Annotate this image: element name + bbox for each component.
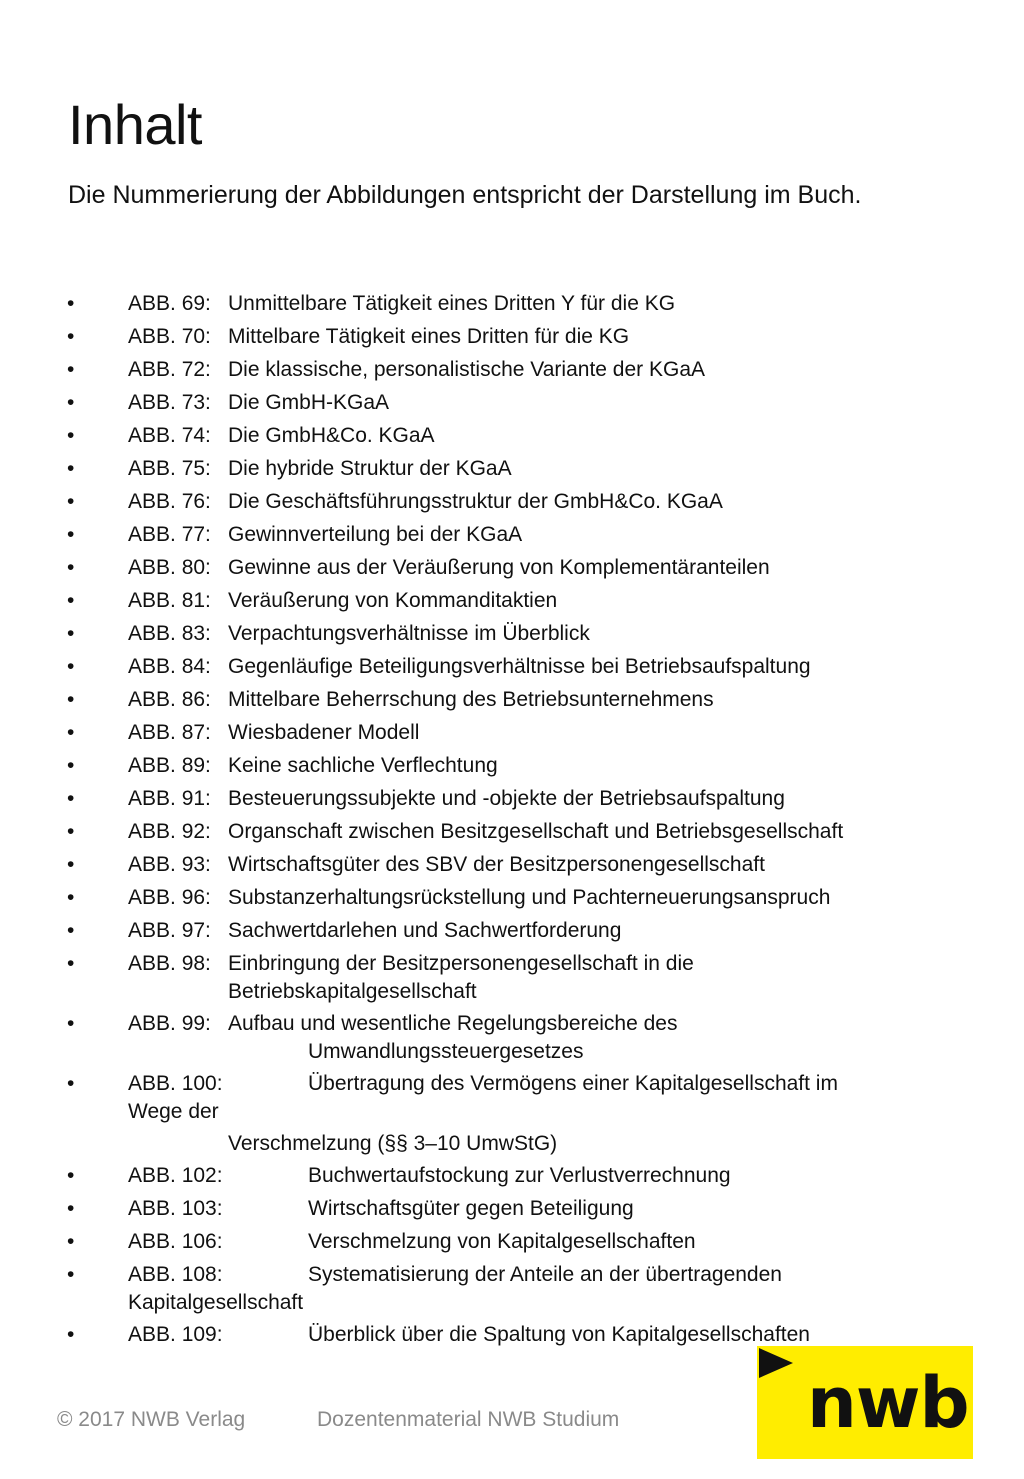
figure-title: Mittelbare Beherrschung des Betriebsunternehmens — [228, 688, 714, 711]
figure-title: Die Geschäftsführungsstruktur der GmbH&Co. KGaA — [228, 490, 723, 513]
figure-title: Besteuerungssubjekte und -objekte der Betriebsaufspaltung — [228, 787, 785, 810]
figure-title: Verschmelzung von Kapitalgesellschaften — [308, 1230, 696, 1253]
bullet: • — [67, 886, 75, 909]
figure-title: Die klassische, personalistische Variante der KGaA — [228, 358, 706, 381]
figure-label: ABB. 93: — [128, 853, 211, 876]
figure-title: Überblick über die Spaltung von Kapitalgesellschaften — [308, 1323, 810, 1346]
figure-title: Die GmbH-KGaA — [228, 391, 390, 414]
list-item — [0, 1195, 1024, 1223]
page-subtitle: Die Nummerierung der Abbildungen entspricht der Darstellung im Buch. — [68, 181, 862, 209]
list-item — [0, 521, 1024, 549]
footer-material: Dozentenmaterial NWB Studium — [317, 1408, 620, 1431]
bullet: • — [67, 589, 75, 612]
list-item — [0, 389, 1024, 417]
figure-label: ABB. 75: — [128, 457, 211, 480]
figure-label: ABB. 91: — [128, 787, 211, 810]
bullet: • — [67, 358, 75, 381]
list-item — [0, 290, 1024, 318]
list-item — [0, 785, 1024, 813]
figure-title: Aufbau und wesentliche Regelungsbereiche des — [228, 1012, 678, 1035]
bullet: • — [67, 688, 75, 711]
figure-label: ABB. 83: — [128, 622, 211, 645]
bullet: • — [67, 424, 75, 447]
figure-title: Wirtschaftsgüter des SBV der Besitzpersonengesellschaft — [228, 853, 765, 876]
bullet: • — [67, 391, 75, 414]
list-item — [0, 422, 1024, 450]
figure-label: ABB. 76: — [128, 490, 211, 513]
figure-title: Systematisierung der Anteile an der übertragenden — [308, 1263, 782, 1286]
bullet: • — [67, 1164, 75, 1187]
figure-label: ABB. 106: — [128, 1230, 223, 1253]
figure-title: Unmittelbare Tätigkeit eines Dritten Y für die KG — [228, 292, 676, 315]
figure-label: ABB. 69: — [128, 292, 211, 315]
figure-title: Mittelbare Tätigkeit eines Dritten für die KG — [228, 325, 630, 348]
figure-title: Buchwertaufstockung zur Verlustverrechnung — [308, 1164, 731, 1187]
figure-title: Übertragung des Vermögens einer Kapitalgesellschaft im — [308, 1072, 838, 1095]
page-title: Inhalt — [68, 93, 202, 156]
figure-title: Einbringung der Besitzpersonengesellschaft in die — [228, 952, 694, 975]
list-item — [0, 1070, 1024, 1155]
list-item — [0, 323, 1024, 351]
figure-label: ABB. 77: — [128, 523, 211, 546]
list-item — [0, 620, 1024, 648]
nwb-logo — [757, 1346, 973, 1459]
bullet: • — [67, 721, 75, 744]
bullet: • — [67, 1197, 75, 1220]
figure-title: Wirtschaftsgüter gegen Beteiligung — [308, 1197, 634, 1220]
list-item — [0, 356, 1024, 384]
bullet: • — [67, 820, 75, 843]
figure-label: ABB. 87: — [128, 721, 211, 744]
figure-label: ABB. 72: — [128, 358, 211, 381]
list-item — [0, 1261, 1024, 1314]
figure-label: ABB. 70: — [128, 325, 211, 348]
list-item — [0, 917, 1024, 945]
list-item — [0, 851, 1024, 879]
bullet: • — [67, 523, 75, 546]
figure-label: ABB. 109: — [128, 1323, 223, 1346]
bullet: • — [67, 1230, 75, 1253]
list-item — [0, 1010, 1024, 1063]
figure-title: Organschaft zwischen Besitzgesellschaft und Betriebsgesellschaft — [228, 820, 844, 843]
figure-label: ABB. 98: — [128, 952, 211, 975]
bullet: • — [67, 622, 75, 645]
bullet: • — [67, 655, 75, 678]
figure-title-continuation: Umwandlungssteuergesetzes — [308, 1040, 584, 1063]
figure-label: ABB. 86: — [128, 688, 211, 711]
list-item — [0, 1228, 1024, 1256]
list-item — [0, 554, 1024, 582]
bullet: • — [67, 1012, 75, 1035]
figure-title: Substanzerhaltungsrückstellung und Pachterneuerungsanspruch — [228, 886, 831, 909]
list-item — [0, 950, 1024, 1003]
list-item — [0, 719, 1024, 747]
list-item — [0, 752, 1024, 780]
list-item — [0, 1162, 1024, 1190]
figure-label: ABB. 103: — [128, 1197, 223, 1220]
figure-label: ABB. 74: — [128, 424, 211, 447]
list-item — [0, 488, 1024, 516]
list-item — [0, 653, 1024, 681]
figure-title: Sachwertdarlehen und Sachwertforderung — [228, 919, 622, 942]
figure-title: Veräußerung von Kommanditaktien — [228, 589, 558, 612]
bullet: • — [67, 754, 75, 777]
bullet: • — [67, 292, 75, 315]
figure-label: ABB. 99: — [128, 1012, 211, 1035]
figure-title-continuation: Betriebskapitalgesellschaft — [228, 980, 477, 1003]
list-item — [0, 884, 1024, 912]
list-item — [0, 1321, 1024, 1349]
figure-label: ABB. 89: — [128, 754, 211, 777]
bullet: • — [67, 1263, 75, 1286]
bullet: • — [67, 853, 75, 876]
bullet: • — [67, 556, 75, 579]
figure-title: Keine sachliche Verflechtung — [228, 754, 498, 777]
figure-title: Die hybride Struktur der KGaA — [228, 457, 512, 480]
figure-label: ABB. 80: — [128, 556, 211, 579]
figure-title-continuation: Wege der — [128, 1100, 219, 1123]
figure-label: ABB. 96: — [128, 886, 211, 909]
figure-label: ABB. 97: — [128, 919, 211, 942]
footer-copyright: © 2017 NWB Verlag — [57, 1408, 246, 1431]
figure-label: ABB. 81: — [128, 589, 211, 612]
list-item — [0, 455, 1024, 483]
bullet: • — [67, 787, 75, 810]
figure-title-continuation: Kapitalgesellschaft — [128, 1291, 304, 1314]
figure-title: Gewinne aus der Veräußerung von Komplementäranteilen — [228, 556, 770, 579]
bullet: • — [67, 490, 75, 513]
figure-title: Die GmbH&Co. KGaA — [228, 424, 435, 447]
bullet: • — [67, 952, 75, 975]
list-item — [0, 818, 1024, 846]
figure-label: ABB. 100: — [128, 1072, 223, 1095]
figure-label: ABB. 102: — [128, 1164, 223, 1187]
figure-title: Verpachtungsverhältnisse im Überblick — [228, 622, 590, 645]
bullet: • — [67, 919, 75, 942]
logo-wordmark: nwb — [807, 1362, 969, 1444]
bullet: • — [67, 1323, 75, 1346]
bullet: • — [67, 325, 75, 348]
list-item — [0, 587, 1024, 615]
bullet: • — [67, 1072, 75, 1095]
list-item — [0, 686, 1024, 714]
figure-title: Gegenläufige Beteiligungsverhältnisse bei Betriebsaufspaltung — [228, 655, 811, 678]
figure-label: ABB. 92: — [128, 820, 211, 843]
figure-label: ABB. 84: — [128, 655, 211, 678]
bullet: • — [67, 457, 75, 480]
figure-label: ABB. 73: — [128, 391, 211, 414]
figure-title: Gewinnverteilung bei der KGaA — [228, 523, 523, 546]
figure-title-continuation: Verschmelzung (§§ 3–10 UmwStG) — [228, 1132, 558, 1155]
figure-label: ABB. 108: — [128, 1263, 223, 1286]
figure-title: Wiesbadener Modell — [228, 721, 420, 744]
